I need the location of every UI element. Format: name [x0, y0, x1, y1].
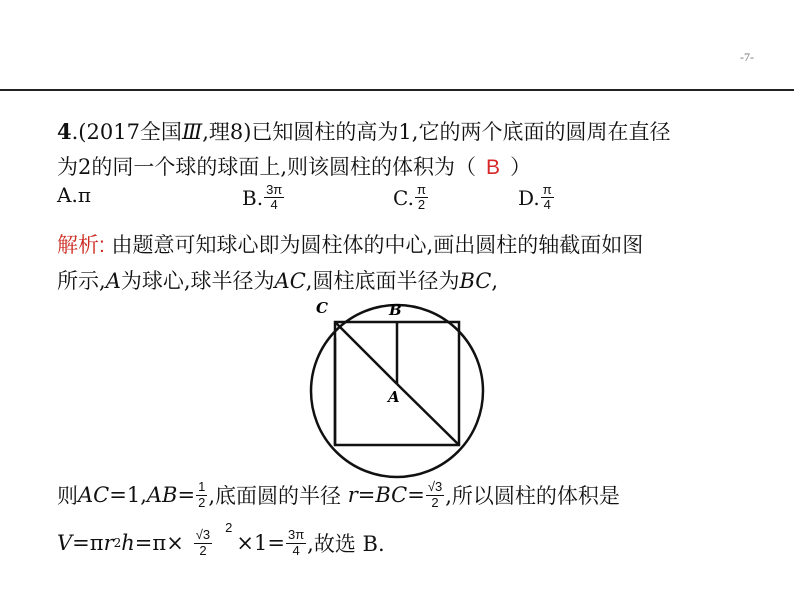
- option-b-numerator: 3π: [266, 182, 283, 197]
- question-line-2: [57, 151, 531, 181]
- option-c-label: C.: [393, 185, 414, 210]
- option-d-fraction: [541, 183, 554, 213]
- option-b-label: B.: [242, 185, 264, 210]
- solution-text-2b: 为球心,球半径为: [120, 269, 275, 293]
- question-close-paren: ）: [510, 155, 532, 179]
- calc2-suffix: ,故选 B.: [307, 532, 385, 556]
- question-text-2: 为2的同一个球的球面上,则该圆柱的体积为（: [57, 155, 477, 179]
- solution-text-2a: 所示,: [57, 269, 106, 293]
- option-b-denominator: 4: [270, 197, 278, 213]
- header-divider: [0, 89, 794, 91]
- solution-text-1: 由题意可知球心即为圆柱体的中心,画出圆柱的轴截面如图: [104, 233, 644, 257]
- solution-var-ac: AC: [274, 269, 306, 293]
- calc1-mid: ,底面圆的半径: [208, 484, 348, 508]
- point-a-label: A: [388, 388, 400, 406]
- option-d-denominator: 4: [543, 197, 551, 213]
- point-c-label: C: [316, 299, 328, 317]
- page-number: -7-: [740, 50, 754, 64]
- question-number: 4: [57, 119, 72, 144]
- point-b-label: B: [389, 301, 402, 319]
- calc2-exponent: 2: [225, 519, 233, 535]
- diagonal-line: [397, 384, 459, 445]
- option-d-numerator: π: [542, 182, 552, 197]
- calc1-ab: AB: [146, 483, 178, 507]
- calc1-ac: AC: [78, 483, 110, 507]
- question-line-1: [57, 116, 670, 146]
- option-a-value: π: [77, 183, 91, 207]
- calc2-r-exponent: 2: [113, 536, 122, 550]
- solution-text-2c: ,圆柱底面半径为: [305, 269, 460, 293]
- calc1-eq2: =: [177, 483, 196, 507]
- calc1-eq4: =: [407, 483, 425, 507]
- calc1-eq3: =: [357, 483, 376, 507]
- calc1-ab-den: 2: [198, 494, 206, 510]
- option-a-label: A.: [57, 183, 78, 207]
- calc1-ab-num: 1: [198, 479, 206, 495]
- option-d-label: D.: [518, 185, 540, 210]
- calc2-res-num: 3π: [287, 527, 305, 543]
- calc2-r: r: [103, 531, 114, 555]
- calc2-res-den: 4: [292, 542, 300, 558]
- calc2-eq1: =π: [72, 531, 104, 555]
- calc2-result-fraction: [286, 528, 306, 558]
- option-c-numerator: π: [416, 182, 426, 197]
- calc1-eq1: =1,: [109, 483, 147, 507]
- solution-label: 解析:: [57, 234, 105, 257]
- question-source-prefix: .(2017全国: [71, 120, 182, 144]
- calc2-f-den: 2: [199, 542, 207, 558]
- option-b: [242, 183, 285, 213]
- calc1-r-fraction: [426, 480, 444, 510]
- calc2-sqrt-fraction: [194, 528, 212, 558]
- cross-section-figure: [300, 296, 500, 482]
- solution-line-2: [57, 265, 498, 295]
- calc2-v: V: [57, 531, 73, 555]
- calc1-r-den: 2: [431, 494, 439, 510]
- calc1-prefix: 则: [57, 484, 78, 508]
- calc-line-2: [57, 519, 385, 558]
- calc1-ab-fraction: [196, 480, 207, 510]
- answer-choice: B: [486, 156, 501, 179]
- option-d: [518, 183, 555, 213]
- solution-var-bc: BC: [459, 269, 492, 293]
- option-a: [57, 183, 91, 207]
- calc1-r-num: √3: [427, 479, 443, 495]
- option-c: [393, 183, 429, 213]
- solution-var-a: A: [105, 269, 121, 293]
- calc1-bc: BC: [375, 483, 408, 507]
- option-b-fraction: [264, 183, 284, 213]
- calc2-eq2: =π×: [134, 531, 184, 555]
- calc2-h: h: [121, 531, 135, 555]
- radius-ac: [335, 322, 397, 384]
- calc2-times1: ×1=: [236, 531, 285, 555]
- calc-line-1: [57, 480, 620, 510]
- calc2-f-num: √3: [195, 527, 211, 543]
- question-source-roman: Ⅲ: [181, 120, 203, 144]
- question-text-1: ,理8)已知圆柱的高为1,它的两个底面的圆周在直径: [202, 120, 671, 144]
- calc1-r: r: [347, 483, 358, 507]
- solution-text-2d: ,: [491, 269, 499, 293]
- calc1-suffix: ,所以圆柱的体积是: [445, 484, 620, 508]
- option-c-fraction: [415, 183, 428, 213]
- option-c-denominator: 2: [417, 197, 426, 213]
- solution-line-1: [57, 229, 643, 259]
